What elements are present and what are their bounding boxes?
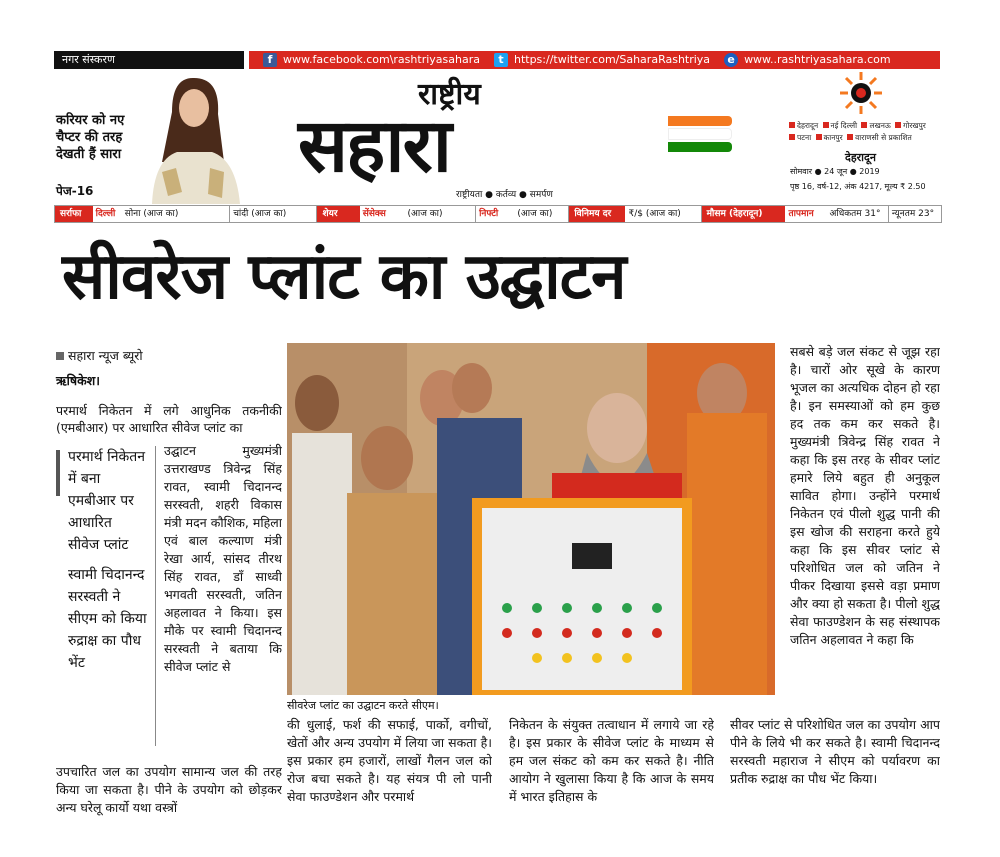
market-cell: मौसम (देहरादून)	[702, 206, 786, 222]
social-strip	[249, 51, 940, 69]
pull-quote: परमार्थ निकेतन में बना एमबीआर पर आधारित सीवेज प्लांट	[68, 449, 145, 553]
photo-caption: सीवरेज प्लांट का उद्घाटन करते सीएम।	[287, 699, 439, 712]
dateline: सोमवार ● 24 जून ● 2019	[790, 167, 880, 176]
facebook-link[interactable]: www.facebook.com\rashtriyasahara	[283, 53, 480, 66]
article-headline: सीवरेज प्लांट का उद्घाटन	[62, 240, 626, 314]
market-cell: (आज का)	[514, 206, 569, 222]
teaser-page: पेज-16	[56, 184, 94, 198]
twitter-icon: t	[494, 53, 508, 67]
city-name: देहरादून	[845, 151, 876, 164]
flag-stripes	[668, 116, 732, 150]
issue-info: पृष्ठ 16, वर्ष-12, अंक 4217, मूल्य ₹ 2.50	[790, 182, 926, 191]
sahara-logo-icon	[838, 70, 884, 116]
green-stripe	[668, 142, 732, 152]
market-cell: निफ्टी	[479, 209, 499, 219]
market-cell: सोना (आज का)	[122, 206, 230, 222]
market-cell: अधिकतम 31°	[827, 206, 889, 222]
market-cell: न्यूनतम 23°	[891, 209, 935, 219]
facebook-icon: f	[263, 53, 277, 67]
article-text-col2: की धुलाई, फर्श की सफाई, पार्को, वगीचों, खेतों और अन्य उपयोग में लिया जा सकता है। इस प्रकार हम हजारों, लाखों गैलन जल को रोज बचा सकते है। यह संयत्र पी लो पानी सेवा फाउण्डेशन और परमार्थ	[287, 717, 492, 804]
article-text-col4-bottom: सीवर प्लांट से परिशोधित जल का उपयोग आप पीने के लिये भी कर सकते है। स्वामी चिदानन्द सरस्वती महाराज ने सीएम को पर्यावरण का प्रतीक रुद्राक्ष का पौध भेंट किया।	[730, 717, 940, 786]
edition-cities: देहरादून नई दिल्ली लखनऊ गोरखपुर पटना कानपुर वाराणसी से प्रकाशित	[787, 120, 937, 144]
article-text-col1: उद्घाटन मुख्यमंत्री उत्तराखण्ड त्रिवेन्द्र सिंह रावत, स्वामी चिदानन्द सरस्वती, शहरी विकास मंत्री मदन कौशिक, महिला एवं बाल कल्याण मंत्री रेखा आर्य, सांसद तीरथ सिंह रावत, डॉं साध्वी भगवती सरस्वती, जतिन अहलावत ने किया। इस मौके पर स्वामी चिदानन्द सरस्वती ने बताया कि सीवेज प्लांट से	[164, 443, 282, 674]
market-cell: ₹/$ (आज का)	[625, 206, 701, 222]
masthead-small: राष्ट्रीय	[418, 77, 481, 112]
inauguration-photo	[287, 343, 775, 695]
market-cell: चांदी (आज का)	[230, 206, 317, 222]
pull-quote: स्वामी चिदानन्द सरस्वती ने सीएम को किया रुद्राक्ष का पौध भेंट	[68, 567, 147, 671]
dateline-place: ऋषिकेश।	[56, 373, 100, 388]
pull-quote-bar	[56, 450, 60, 496]
article-text-col3: निकेतन के संयुक्त तत्वाधान में लगाये जा रहे है। इस प्रकार के सीवेज प्लांट के माध्यम से हम जल संकट को कम कर सकते है। नीति आयोग ने खुलासा किया है कि आज के समय में भारत इतिहास के	[509, 717, 714, 804]
globe-icon: e	[724, 53, 738, 67]
market-cell: दिल्ली	[95, 209, 116, 219]
market-cell: शेयर	[317, 206, 359, 222]
teaser-headline[interactable]: करियर को नए चैप्टर की तरह देखती हैं सारा	[56, 113, 125, 162]
photo-image	[287, 343, 775, 695]
website-link[interactable]: www..rashtriyasahara.com	[744, 53, 891, 66]
market-cell: सेंसेक्स	[362, 209, 386, 219]
article-text-col4: सबसे बड़े जल संकट से जूझ रहा है। चारों ओर सूखे के कारण भूजल का अत्यधिक दोहन हो रहा है। इन समस्याओं को हम कुछ हद तक कम कर सकते है। मुख्यमंत्री त्रिवेन्द्र सिंह रावत ने कहा कि इस तरह के सीवर प्लांट हमारे लिये बहुत ही अनुकूल सावित होगा। उन्होंने परमार्थ निकेतन एवं पीलो शुद्ध पानी की इस खोज की सराहना करते हुये कहा कि इस सीवर प्लांट से परिशोधित जल को जतिन ने पीकर दिखाया इससे वड़ा प्रमाण और क्या हो सकता है। पीलो शुद्ध सेवा फाउण्डेशन के सह संस्थापक जतिन अहलावत ने कहा कि	[790, 344, 940, 647]
article-text-col1-bottom: उपचारित जल का उपयोग सामान्य जल की तरह किया जा सकता है। पीने के उपयोग को छोड़कर अन्य घरेलू कार्यो यथा वस्त्रों	[56, 764, 282, 815]
market-cell: (आज का)	[405, 206, 477, 222]
teaser-photo[interactable]	[132, 72, 250, 204]
masthead-tagline: राष्ट्रीयता ● कर्तव्य ● समर्पण	[456, 190, 553, 200]
article-text-col1-top: परमार्थ निकेतन में लगे आधुनिक तकनीकी (एमबीआर) पर आधारित सीवेज प्लांट का	[56, 403, 282, 435]
market-cell: विनिमय दर	[569, 206, 625, 222]
masthead-title: सहारा	[298, 103, 450, 189]
white-stripe	[668, 128, 732, 140]
edition-label: नगर संस्करण	[54, 51, 244, 69]
market-bar	[54, 205, 942, 223]
twitter-link[interactable]: https://twitter.com/SaharaRashtriya	[513, 53, 711, 66]
saffron-stripe	[668, 116, 732, 126]
market-cell: तापमान	[788, 209, 814, 219]
market-cell: सर्राफा	[55, 206, 93, 222]
byline: सहारा न्यूज ब्यूरो	[56, 347, 143, 364]
pull-quote-box	[56, 446, 156, 746]
portrait-image	[132, 72, 250, 204]
